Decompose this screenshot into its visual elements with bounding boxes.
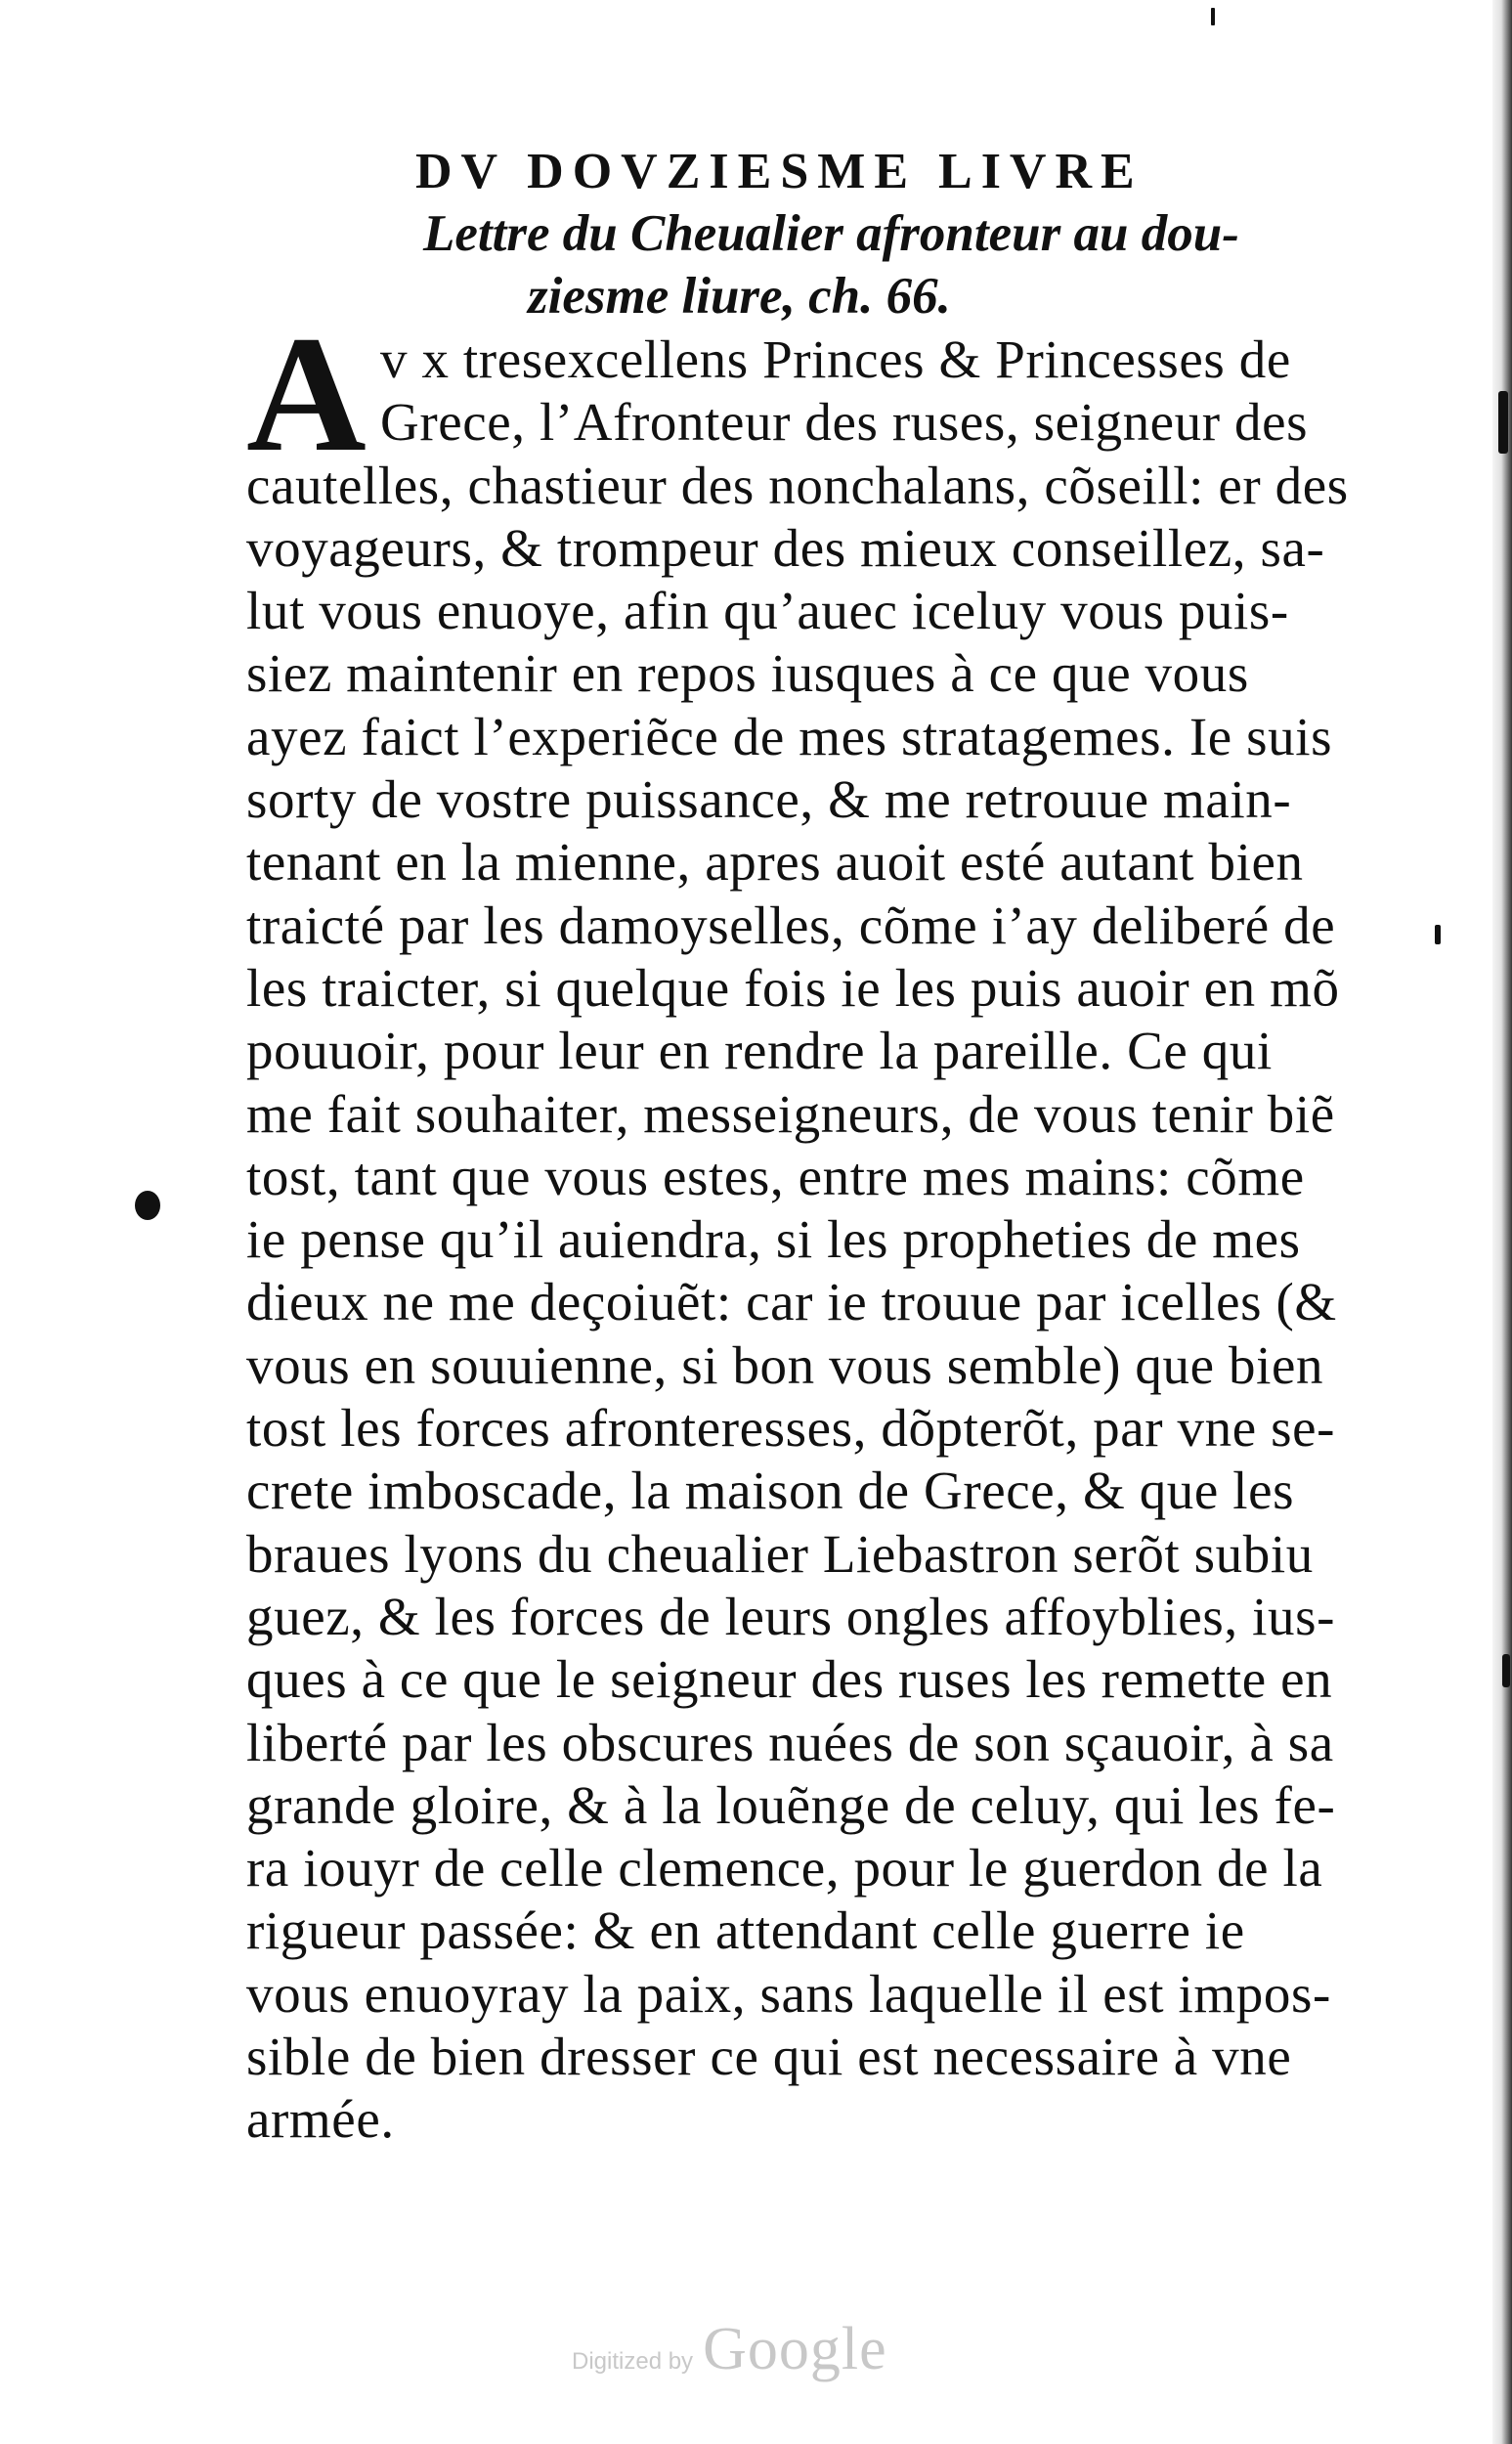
- body-line: Grece, l’Afronteur des ruses, seigneur des: [380, 392, 1309, 453]
- body-line: ques à ce que le seigneur des ruses les remette en: [246, 1649, 1333, 1710]
- body-line: voyageurs, & trompeur des mieux conseillez, sa-: [246, 517, 1325, 578]
- margin-ink-mark: [1502, 1654, 1510, 1687]
- body-line: crete imboscade, la maison de Grece, & que les: [246, 1461, 1295, 1521]
- body-line: grande gloire, & à la louẽnge de celuy, qui les fe-: [246, 1774, 1336, 1835]
- body-line: vous enuoyray la paix, sans laquelle il est impos-: [246, 1963, 1331, 2024]
- body-line: vous en souuienne, si bon vous semble) que bien: [246, 1334, 1324, 1395]
- body-line: rigueur passée: & en attendant celle guerre ie: [246, 1900, 1245, 1961]
- subheading-line-1: Lettre du Cheualier afronteur au dou-: [423, 205, 1239, 262]
- running-head: DV DOVZIESME LIVRE: [415, 144, 1144, 199]
- body-line: v x tresexcellens Princes & Princesses de: [380, 329, 1291, 389]
- watermark-prefix: Digitized by: [572, 2348, 694, 2375]
- body-line: cautelles, chastieur des nonchalans, cõseill: er des: [246, 455, 1349, 515]
- body-line: les traicter, si quelque fois ie les puis auoir en mõ: [246, 957, 1340, 1018]
- body-line: lut vous enuoye, afin qu’auec iceluy vous puis-: [246, 581, 1289, 641]
- ink-speck: [1211, 8, 1215, 25]
- body-line: ra iouyr de celle clemence, pour le guerdon de la: [246, 1838, 1323, 1898]
- drop-cap-initial: A: [246, 302, 367, 486]
- body-line: siez maintenir en repos iusques à ce que vous: [246, 643, 1249, 704]
- body-line: tost les forces afronteresses, dõpterõt, par vne se-: [246, 1398, 1336, 1459]
- google-logo: Google: [703, 2316, 887, 2382]
- margin-ink-mark: [1435, 925, 1441, 944]
- body-line: braues lyons du cheualier Liebastron serõt subiu: [246, 1523, 1314, 1584]
- chapter-subheading: [423, 202, 1239, 327]
- body-line: liberté par les obscures nuées de son sçauoir, à sa: [246, 1712, 1334, 1772]
- body-line: armée.: [246, 2089, 395, 2150]
- body-line: dieux ne me deçoiuẽt: car ie trouue par icelles (&: [246, 1272, 1337, 1332]
- body-line: ie pense qu’il auiendra, si les propheties de mes: [246, 1209, 1301, 1270]
- body-line: me fait souhaiter, messeigneurs, de vous tenir biẽ: [246, 1083, 1335, 1144]
- letter-body: [246, 328, 1349, 2152]
- body-line: tost, tant que vous estes, entre mes mains: cõme: [246, 1146, 1305, 1206]
- margin-ink-mark: [1498, 391, 1508, 454]
- body-line: ayez faict l’experiẽce de mes stratagemes. Ie suis: [246, 706, 1333, 766]
- body-line: pouuoir, pour leur en rendre la pareille. Ce qui: [246, 1021, 1273, 1081]
- body-line: traicté par les damoyselles, cõme i’ay deliberé de: [246, 895, 1336, 955]
- ink-blot: [135, 1191, 160, 1220]
- body-line: guez, & les forces de leurs ongles affoyblies, ius-: [246, 1586, 1336, 1646]
- body-line: tenant en la mienne, apres auoit esté autant bien: [246, 832, 1304, 893]
- page-gutter-edge: [1492, 0, 1512, 2444]
- digitization-watermark: [572, 2316, 982, 2382]
- subheading-line-2: ziesme liure, ch. 66.: [528, 268, 951, 325]
- body-line: sorty de vostre puissance, & me retrouue main-: [246, 769, 1292, 830]
- body-line: sible de bien dresser ce qui est necessaire à vne: [246, 2027, 1292, 2087]
